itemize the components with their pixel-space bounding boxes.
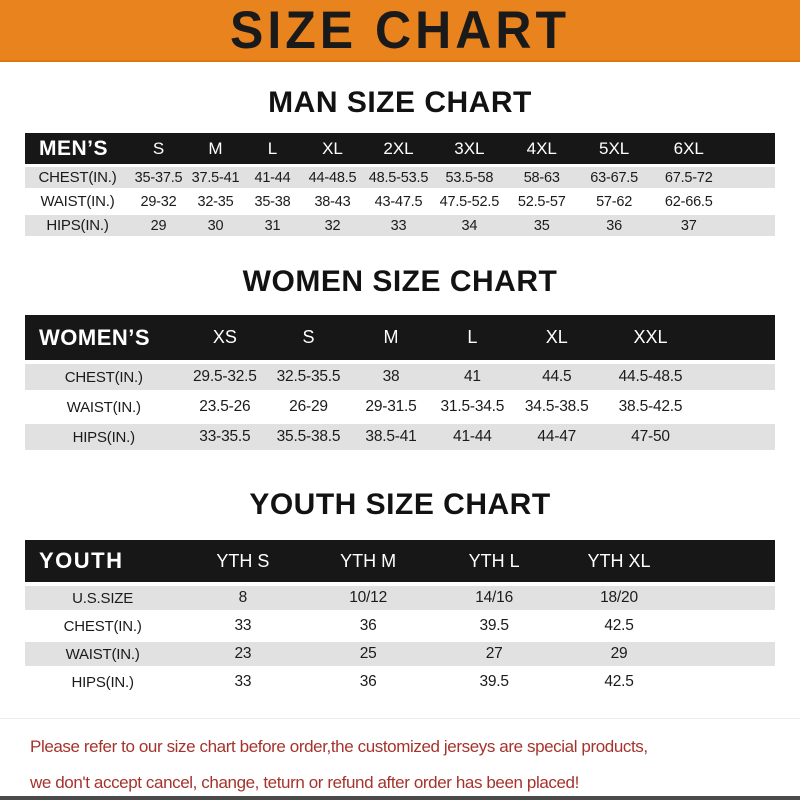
- size-value-cell: 53.5-58: [433, 167, 506, 188]
- size-value-cell: 62-66.5: [650, 191, 727, 212]
- column-header-cell: YTH M: [306, 540, 431, 582]
- note-line-2: we don't accept cancel, change, teturn or refund after order has been placed!: [30, 773, 579, 792]
- size-value-cell: 48.5-53.5: [364, 167, 433, 188]
- size-value-cell: 35: [506, 215, 578, 236]
- row-label-cell: CHEST(IN.): [25, 614, 180, 638]
- size-value-cell: 58-63: [506, 167, 578, 188]
- size-value-cell: 31.5-34.5: [432, 394, 512, 420]
- column-header-cell: 6XL: [650, 133, 727, 164]
- column-header-cell: M: [187, 133, 244, 164]
- size-value-cell: 32-35: [187, 191, 244, 212]
- filler-cell: [700, 364, 775, 390]
- size-value-cell: 35-38: [244, 191, 301, 212]
- size-value-cell: 29-32: [130, 191, 187, 212]
- row-label-cell: HIPS(IN.): [25, 424, 183, 450]
- corner-cell: WOMEN’S: [25, 315, 183, 360]
- size-value-cell: 63-67.5: [578, 167, 651, 188]
- youth-size-table: [25, 536, 775, 698]
- table-row: [25, 191, 775, 212]
- table-row: [25, 394, 775, 420]
- table-row: [25, 364, 775, 390]
- table-row: [25, 424, 775, 450]
- size-value-cell: 35-37.5: [130, 167, 187, 188]
- size-value-cell: 33: [180, 614, 305, 638]
- size-value-cell: 36: [306, 670, 431, 694]
- table-row: [25, 642, 775, 666]
- column-header-cell: L: [432, 315, 512, 360]
- size-value-cell: 52.5-57: [506, 191, 578, 212]
- table-row: [25, 586, 775, 610]
- filler-cell: [727, 167, 775, 188]
- order-disclaimer-note: [0, 718, 800, 801]
- women-chart-heading: WOMEN SIZE CHART: [242, 265, 558, 298]
- size-value-cell: 41: [432, 364, 512, 390]
- size-value-cell: 38: [350, 364, 433, 390]
- column-header-cell: YTH L: [431, 540, 558, 582]
- table-row: [25, 670, 775, 694]
- size-value-cell: 36: [578, 215, 651, 236]
- size-value-cell: 44.5-48.5: [601, 364, 700, 390]
- size-value-cell: 10/12: [306, 586, 431, 610]
- size-value-cell: 57-62: [578, 191, 651, 212]
- column-header-cell: L: [244, 133, 301, 164]
- table-header-row: [25, 315, 775, 360]
- man-chart-heading: MAN SIZE CHART: [268, 86, 532, 119]
- column-header-cell: XXL: [601, 315, 700, 360]
- size-value-cell: 35.5-38.5: [267, 424, 350, 450]
- table-row: [25, 614, 775, 638]
- size-value-cell: 38-43: [301, 191, 364, 212]
- size-value-cell: 25: [306, 642, 431, 666]
- size-value-cell: 39.5: [431, 614, 558, 638]
- table-row: [25, 215, 775, 236]
- note-line-1: Please refer to our size chart before order,the customized jerseys are special products,: [30, 737, 648, 756]
- size-value-cell: 41-44: [244, 167, 301, 188]
- filler-cell: [681, 614, 776, 638]
- filler-cell: [681, 586, 776, 610]
- bottom-edge-strip: [0, 796, 800, 800]
- size-value-cell: 29: [130, 215, 187, 236]
- size-value-cell: 23: [180, 642, 305, 666]
- corner-cell: MEN’S: [25, 133, 130, 164]
- row-label-cell: CHEST(IN.): [25, 167, 130, 188]
- row-label-cell: WAIST(IN.): [25, 191, 130, 212]
- size-value-cell: 37: [650, 215, 727, 236]
- table-row: [25, 167, 775, 188]
- size-value-cell: 33-35.5: [183, 424, 268, 450]
- size-value-cell: 41-44: [432, 424, 512, 450]
- column-header-cell: XS: [183, 315, 268, 360]
- size-value-cell: 29.5-32.5: [183, 364, 268, 390]
- size-value-cell: 37.5-41: [187, 167, 244, 188]
- size-value-cell: 47-50: [601, 424, 700, 450]
- corner-cell: YOUTH: [25, 540, 180, 582]
- size-value-cell: 23.5-26: [183, 394, 268, 420]
- column-header-cell: YTH XL: [558, 540, 681, 582]
- table-header-row: [25, 540, 775, 582]
- size-value-cell: 33: [180, 670, 305, 694]
- size-value-cell: 29-31.5: [350, 394, 433, 420]
- size-value-cell: 29: [558, 642, 681, 666]
- row-label-cell: CHEST(IN.): [25, 364, 183, 390]
- size-value-cell: 39.5: [431, 670, 558, 694]
- filler-cell: [700, 394, 775, 420]
- size-value-cell: 34: [433, 215, 506, 236]
- size-value-cell: 33: [364, 215, 433, 236]
- filler-cell: [727, 215, 775, 236]
- size-value-cell: 38.5-42.5: [601, 394, 700, 420]
- size-value-cell: 44.5: [513, 364, 602, 390]
- size-value-cell: 44-48.5: [301, 167, 364, 188]
- filler-cell: [700, 424, 775, 450]
- size-value-cell: 47.5-52.5: [433, 191, 506, 212]
- column-header-cell: XL: [301, 133, 364, 164]
- filler-cell: [700, 315, 775, 360]
- row-label-cell: WAIST(IN.): [25, 394, 183, 420]
- column-header-cell: XL: [513, 315, 602, 360]
- filler-cell: [727, 133, 775, 164]
- size-value-cell: 26-29: [267, 394, 350, 420]
- row-label-cell: U.S.SIZE: [25, 586, 180, 610]
- size-value-cell: 42.5: [558, 614, 681, 638]
- row-label-cell: WAIST(IN.): [25, 642, 180, 666]
- row-label-cell: HIPS(IN.): [25, 215, 130, 236]
- size-value-cell: 32: [301, 215, 364, 236]
- size-value-cell: 18/20: [558, 586, 681, 610]
- size-chart-banner: [0, 0, 800, 62]
- filler-cell: [681, 642, 776, 666]
- filler-cell: [681, 670, 776, 694]
- size-value-cell: 67.5-72: [650, 167, 727, 188]
- size-value-cell: 38.5-41: [350, 424, 433, 450]
- column-header-cell: 2XL: [364, 133, 433, 164]
- column-header-cell: 4XL: [506, 133, 578, 164]
- youth-chart-heading: YOUTH SIZE CHART: [249, 488, 551, 521]
- size-value-cell: 31: [244, 215, 301, 236]
- size-value-cell: 34.5-38.5: [513, 394, 602, 420]
- size-value-cell: 44-47: [513, 424, 602, 450]
- column-header-cell: YTH S: [180, 540, 305, 582]
- filler-cell: [681, 540, 776, 582]
- table-header-row: [25, 133, 775, 164]
- size-value-cell: 32.5-35.5: [267, 364, 350, 390]
- column-header-cell: S: [267, 315, 350, 360]
- filler-cell: [727, 191, 775, 212]
- size-value-cell: 43-47.5: [364, 191, 433, 212]
- size-value-cell: 36: [306, 614, 431, 638]
- column-header-cell: S: [130, 133, 187, 164]
- size-value-cell: 14/16: [431, 586, 558, 610]
- size-value-cell: 30: [187, 215, 244, 236]
- row-label-cell: HIPS(IN.): [25, 670, 180, 694]
- column-header-cell: M: [350, 315, 433, 360]
- column-header-cell: 5XL: [578, 133, 651, 164]
- size-value-cell: 27: [431, 642, 558, 666]
- column-header-cell: 3XL: [433, 133, 506, 164]
- banner-title: SIZE CHART: [230, 0, 570, 60]
- women-size-table: [25, 311, 775, 454]
- men-size-table: [25, 130, 775, 239]
- size-value-cell: 8: [180, 586, 305, 610]
- size-value-cell: 42.5: [558, 670, 681, 694]
